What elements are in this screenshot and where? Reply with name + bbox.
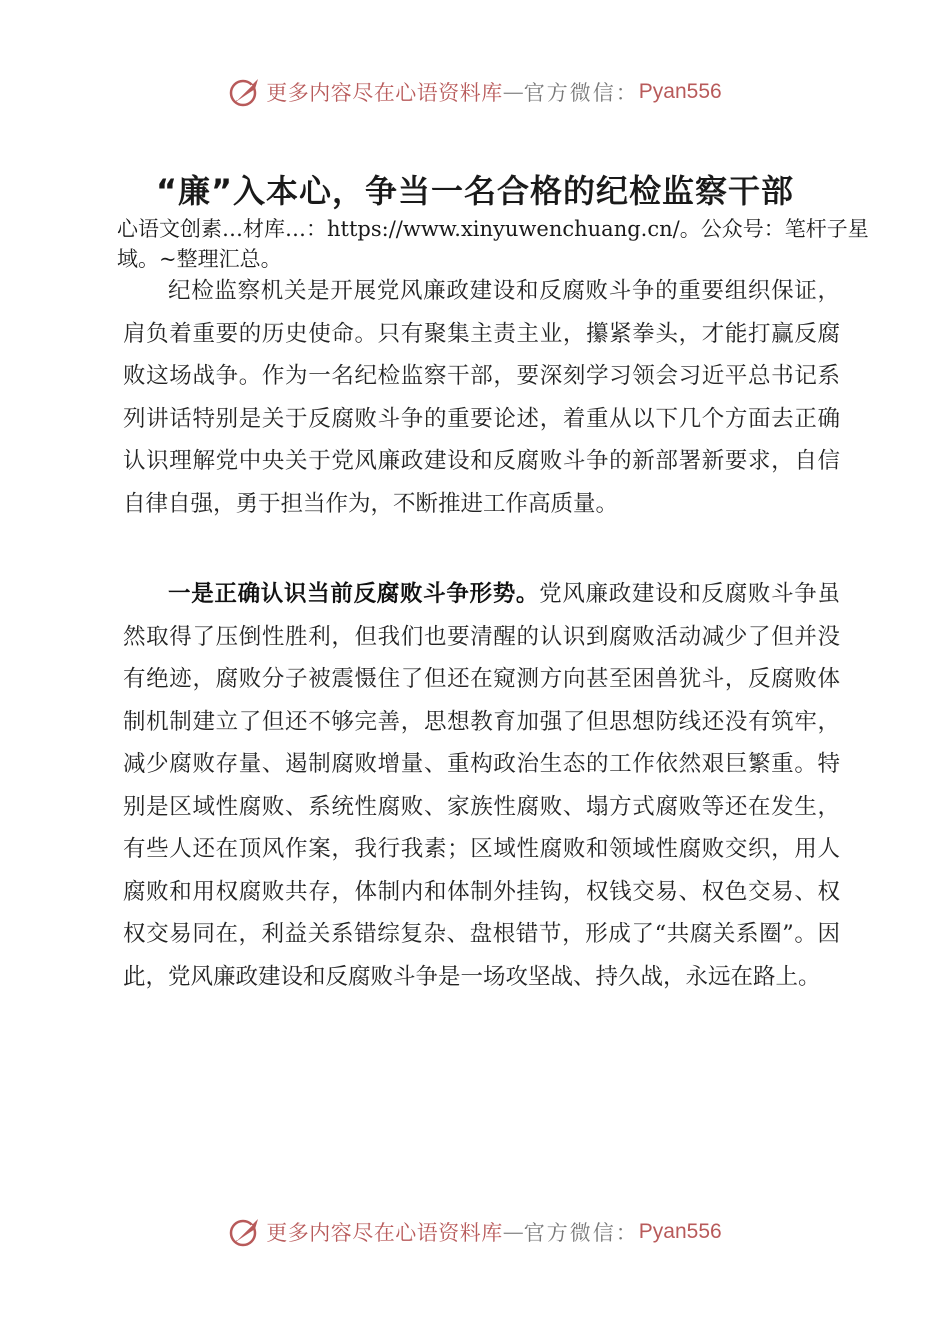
section-one-heading: 一是正确认识当前反腐败斗争形势。 — [168, 581, 540, 607]
banner-text: 更多内容尽在心语资料库 — [266, 1221, 503, 1245]
banner-wechat-id: Pyan556 — [638, 80, 722, 103]
footer-banner — [0, 1210, 950, 1254]
quill-logo-icon — [228, 1215, 262, 1249]
banner-wechat-label: 官方微信： — [523, 81, 639, 105]
banner-text: 更多内容尽在心语资料库 — [266, 81, 503, 105]
quill-logo-icon — [228, 75, 262, 109]
banner-wechat-label: 官方微信： — [523, 1221, 639, 1245]
paragraph-section-one — [123, 573, 840, 998]
header-banner — [0, 70, 950, 114]
banner-wechat-id: Pyan556 — [638, 1220, 722, 1243]
document-title: “廉”入本心，争当一名合格的纪检监察干部 — [155, 172, 795, 210]
banner-separator: — — [502, 80, 524, 104]
paragraph-intro: 纪检监察机关是开展党风廉政建设和反腐败斗争的重要组织保证，肩负着重要的历史使命。只有聚集主责主业，攥紧拳头，才能打赢反腐败这场战争。作为一名纪检监察干部，要深刻学习领会习近平总书记系列讲话特别是关于反腐败斗争的重要论述，着重从以下几个方面去正确认识理解党中央关于党风廉政建设和反腐败斗争的新部署新要求，自信自律自强，勇于担当作为，不断推进工作高质量。 — [123, 278, 840, 517]
banner-separator: — — [502, 1220, 524, 1244]
section-one-body: 党风廉政建设和反腐败斗争虽然取得了压倒性胜利，但我们也要清醒的认识到腐败活动减少了但并没有绝迹，腐败分子被震慑住了但还在窥测方向甚至困兽犹斗，反腐败体制机制建立了但还不够完善，思想教育加强了但思想防线还没有筑牢，减少腐败存量、遏制腐败增量、重构政治生态的工作依然艰巨繁重。特别是区域性腐败、系统性腐败、家族性腐败、塌方式腐败等还在发生，有些人还在顶风作案，我行我素；区域性腐败和领域性腐败交织，用人腐败和用权腐败共存，体制内和体制外挂钩，权钱交易、权色交易、权权交易同在，利益关系错综复杂、盘根错节，形成了“共腐关系圈”。因此，党风廉政建设和反腐败斗争是一场攻坚战、持久战，永远在路上。 — [123, 581, 840, 990]
source-line: 心语文创素…材库…：https://www.xinyuwenchuang.cn/。公众号：笔杆子星域。~整理汇总。 — [117, 217, 869, 271]
